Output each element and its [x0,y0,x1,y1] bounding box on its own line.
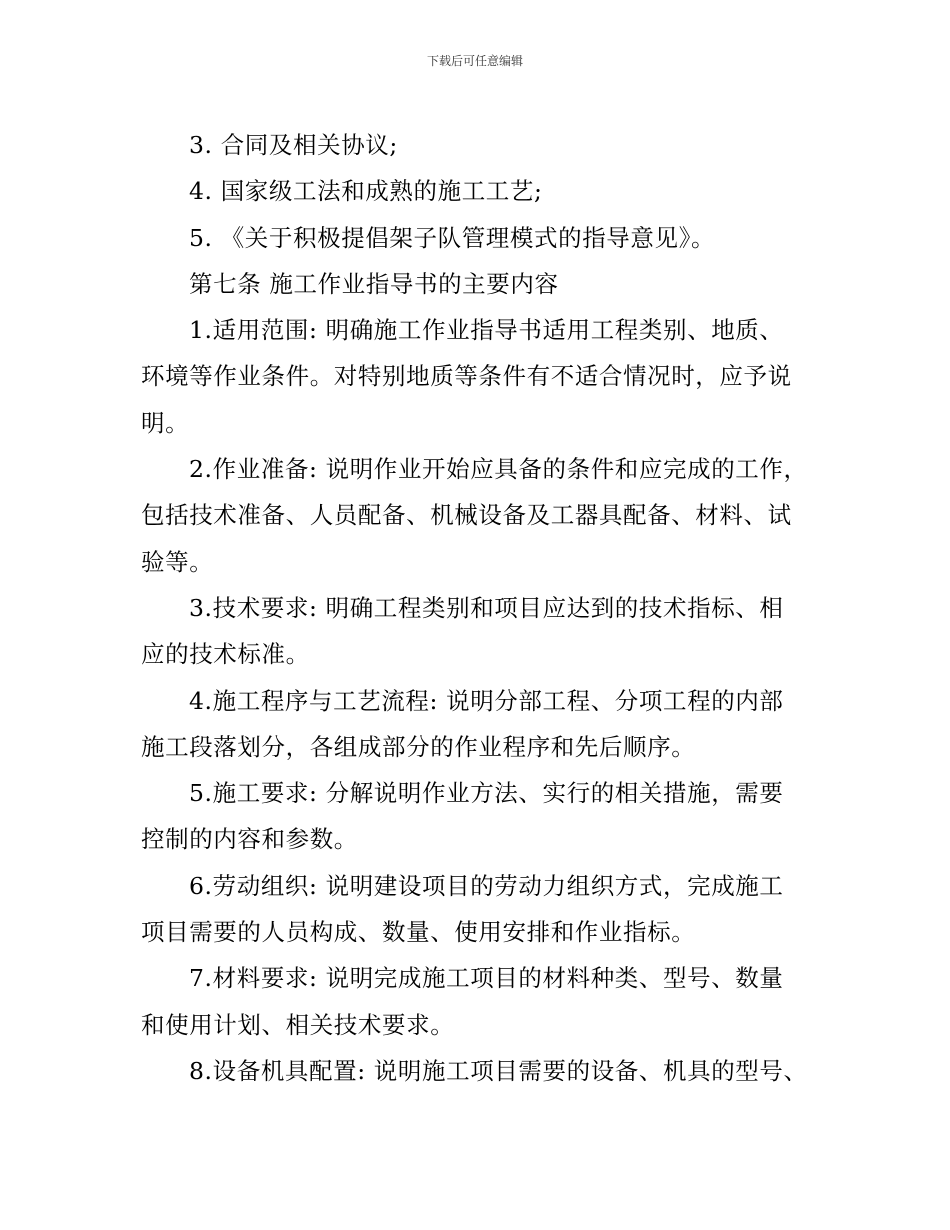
text-line: 7.材料要求: 说明完成施工项目的材料种类、型号、数量 [189,964,784,993]
text-line: 包括技术准备、人员配备、机械设备及工器具配备、材料、试 [141,501,792,530]
text-line: 明。 [141,408,190,437]
text-line: 环境等作业条件。对特别地质等条件有不适合情况时，应予说 [141,362,792,391]
text-line: 5. 《关于积极提倡架子队管理模式的指导意见》。 [189,223,716,252]
text-line: 4.施工程序与工艺流程: 说明分部工程、分项工程的内部 [189,686,784,715]
text-line: 项目需要的人员构成、数量、使用安排和作业指标。 [141,918,696,947]
text-line: 验等。 [141,547,214,576]
text-line: 2.作业准备: 说明作业开始应具备的条件和应完成的工作， [189,455,808,484]
text-line: 4. 国家级工法和成熟的施工工艺; [189,177,543,206]
document-body [141,122,831,1094]
text-line: 8.设备机具配置: 说明施工项目需要的设备、机具的型号、 [189,1056,808,1085]
text-line: 5.施工要求: 分解说明作业方法、实行的相关措施，需要 [189,779,784,808]
page-header-note: 下载后可任意编辑 [426,54,523,68]
text-line: 控制的内容和参数。 [141,825,358,854]
text-line: 应的技术标准。 [141,640,310,669]
text-line: 6.劳动组织: 说明建设项目的劳动力组织方式，完成施工 [189,871,784,900]
text-line: 3. 合同及相关协议; [189,131,398,159]
text-line: 3.技术要求: 明确工程类别和项目应达到的技术指标、相 [189,593,784,622]
text-line: 和使用计划、相关技术要求。 [141,1010,455,1039]
text-line: 施工段落划分，各组成部分的作业程序和先后顺序。 [141,732,696,761]
text-line: 1.适用范围: 明确施工作业指导书适用工程类别、地质、 [189,316,784,345]
text-line: 第七条 施工作业指导书的主要内容 [189,269,559,298]
